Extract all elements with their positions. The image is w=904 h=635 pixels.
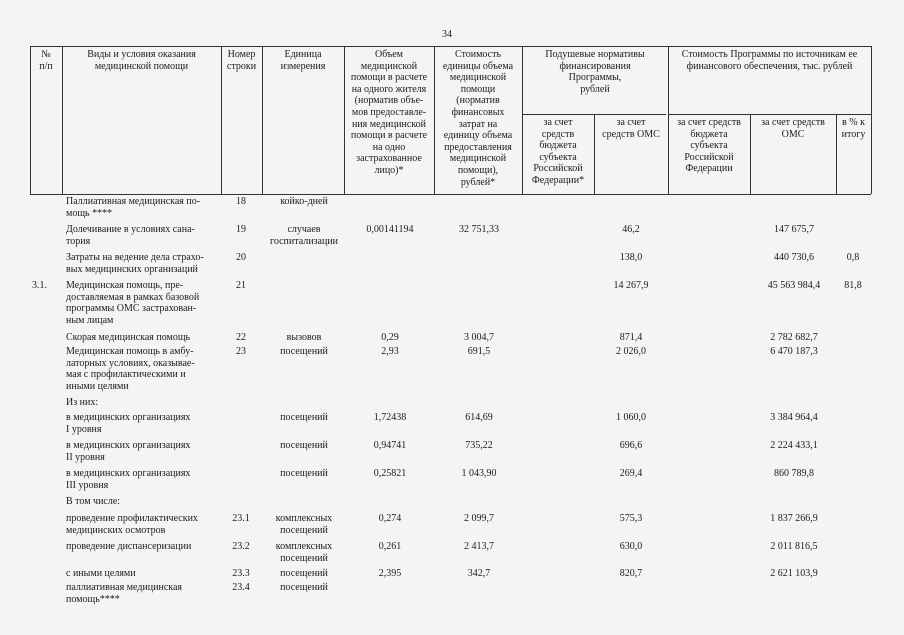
header-num: № п/п [39,49,53,72]
service-name: Долечивание в условиях сана- тория [66,224,195,247]
header-prog-omc: за счет средств ОМС [761,117,825,140]
program-percent-value: 81,8 [844,280,862,291]
line-number: 23.3 [232,568,250,579]
header-vline-11 [871,46,872,194]
per-capita-omc-value: 269,4 [619,468,643,479]
program-omc-value: 2 782 682,7 [770,332,818,343]
unit-cost-value: 32 751,33 [459,224,499,235]
line-number: 21 [236,280,246,291]
unit: комплексных посещений [275,541,333,564]
program-omc-value: 3 384 964,4 [770,412,818,423]
service-name: в медицинских организациях II уровня [66,440,191,463]
header-bottom-border [30,194,871,195]
unit: вызовов [286,332,322,343]
header-name: Виды и условия оказания медицинской помощи [87,49,196,72]
per-capita-omc-value: 871,4 [619,332,643,343]
unit: посещений [280,346,328,357]
unit: койко-дней [280,196,328,207]
line-number: 20 [236,252,246,263]
row-number: 3.1. [32,280,47,291]
service-name: в медицинских организациях III уровня [66,468,191,491]
service-name: Паллиативная медицинская по- мощь **** [66,196,201,219]
volume-value: 2,395 [378,568,402,579]
line-number: 23 [236,346,246,357]
volume-value: 0,274 [378,513,402,524]
volume-value: 0,25821 [373,468,407,479]
header-pc-budget: за счет средств бюджета субъекта Российской Федерации* [531,117,585,186]
header-unit: Единица измерения [280,49,326,72]
program-omc-value: 2 224 433,1 [770,440,818,451]
per-capita-omc-value: 2 026,0 [616,346,646,357]
service-name: Скорая медицинская помощь [66,332,191,343]
unit-cost-value: 735,22 [465,440,493,451]
unit-cost-value: 1 043,90 [461,468,497,479]
unit: посещений [280,412,328,423]
program-omc-value: 147 675,7 [774,224,814,235]
per-capita-omc-value: 630,0 [619,541,643,552]
service-name: Затраты на ведение дела страхо- вых медицинских организаций [66,252,204,275]
unit-cost-value: 691,5 [467,346,491,357]
line-number: 23.2 [232,541,250,552]
unit-cost-value: 614,69 [465,412,493,423]
service-name: в медицинских организациях I уровня [66,412,191,435]
header-prog-budget: за счет средств бюджета субъекта Российской Федерации [677,117,741,175]
service-name: проведение диспансеризации [66,541,192,552]
service-name: Из них: [66,397,99,408]
volume-value: 0,261 [378,541,402,552]
program-omc-value: 45 563 984,4 [767,280,821,291]
unit: комплексных посещений [275,513,333,536]
volume-value: 0,29 [381,332,399,343]
per-capita-omc-value: 696,6 [619,440,643,451]
service-name: проведение профилактических медицинских осмотров [66,513,198,536]
unit: посещений [280,568,328,579]
line-number: 18 [236,196,246,207]
unit-cost-value: 2 413,7 [464,541,494,552]
page-number: 34 [442,29,452,40]
service-name: паллиативная медицинская помощь**** [66,582,183,605]
program-omc-value: 440 730,6 [774,252,814,263]
line-number: 23.1 [232,513,250,524]
unit: посещений [280,468,328,479]
volume-value: 0,00141194 [366,224,414,235]
program-omc-value: 2 011 816,5 [770,541,818,552]
header-top-border [30,46,871,47]
per-capita-omc-value: 138,0 [619,252,643,263]
line-number: 23.4 [232,582,250,593]
line-number: 22 [236,332,246,343]
header-sub-border-2 [668,114,871,115]
unit-cost-value: 3 004,7 [464,332,494,343]
header-pc-omc: за счет средств ОМС [602,117,660,140]
service-name: Медицинская помощь, пре- доставляемая в рамках базовой программы ОМС застрахован- ным лицам [66,280,200,326]
header-program-cost: Стоимость Программы по источникам ее финансового обеспечения, тыс. рублей [681,49,858,72]
per-capita-omc-value: 14 267,9 [613,280,649,291]
unit: посещений [280,582,328,593]
service-name: Медицинская помощь в амбу- латорных условиях, оказывае- мая с профилактическими и иными целями [66,346,195,392]
header-prog-pct: в % к итогу [841,117,866,140]
header-per-capita: Подушевые нормативы финансирования Программы, рублей [545,49,645,95]
unit-cost-value: 342,7 [467,568,491,579]
service-name: с иными целями [66,568,136,579]
volume-value: 0,94741 [373,440,407,451]
program-omc-value: 6 470 187,3 [770,346,818,357]
unit: посещений [280,440,328,451]
service-name: В том числе: [66,496,121,507]
per-capita-omc-value: 1 060,0 [616,412,646,423]
per-capita-omc-value: 575,3 [619,513,643,524]
unit: случаев госпитализации [269,224,339,247]
header-cost: Стоимость единицы объема медицинской помощи (норматив финансовых затрат на единицу объема предоставления медицинской помощи), рублей* [442,49,514,188]
unit-cost-value: 2 099,7 [464,513,494,524]
per-capita-omc-value: 820,7 [619,568,643,579]
volume-value: 2,93 [381,346,399,357]
per-capita-omc-value: 46,2 [622,224,640,235]
header-volume: Объем медицинской помощи в расчете на одного жителя (норматив объе- мов предоставле- ния медицинской помощи в расчете на одно застрахованное лицо)* [350,49,428,176]
program-omc-value: 2 621 103,9 [770,568,818,579]
volume-value: 1,72438 [373,412,407,423]
program-omc-value: 860 789,8 [774,468,814,479]
line-number: 19 [236,224,246,235]
program-percent-value: 0,8 [846,252,860,263]
header-line: Номер строки [226,49,257,72]
program-omc-value: 1 837 266,9 [770,513,818,524]
